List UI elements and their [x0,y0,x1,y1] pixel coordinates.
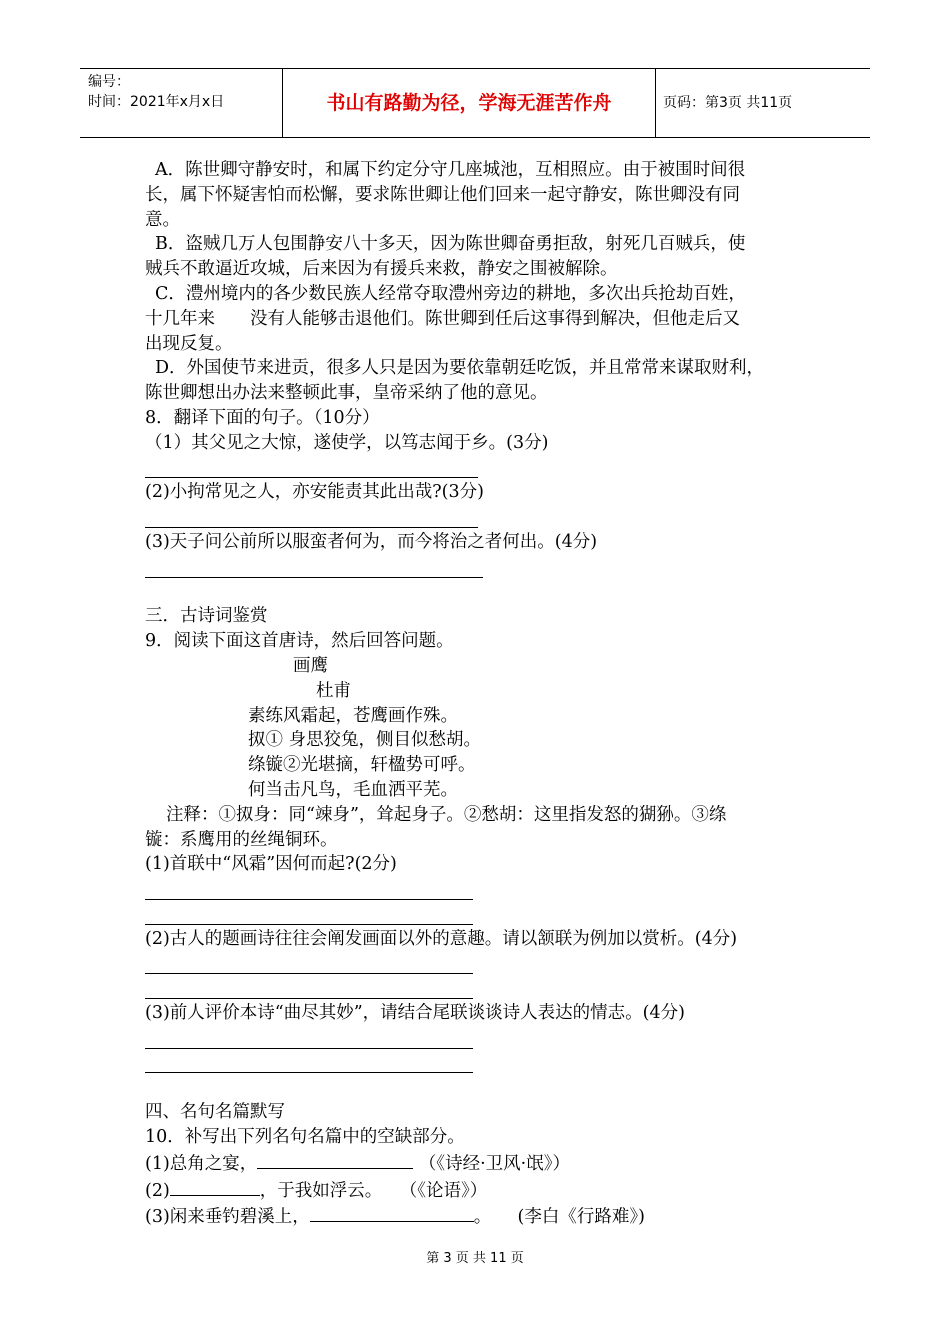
q8-sentence-2: (2)小拘常见之人，亦安能责其此出哉?(3分) [145,482,484,503]
answer-line[interactable] [145,456,825,481]
fill-blank[interactable] [257,1150,413,1169]
option-d-line: 陈世卿想出办法来整顿此事，皇帝采纳了他的意见。 [145,383,548,404]
option-a-line: A．陈世卿守静安时，和属下约定分守几座城池，互相照应。由于被围时间很 [155,160,746,180]
fill-item-1 [145,1150,825,1177]
q10-title: 10．补写出下列名句名篇中的空缺部分。 [145,1127,465,1148]
date-label: 时间：2021年x月x日 [88,94,225,110]
page-label: 页码：第3页 共11页 [663,95,793,111]
option-b-line: B．盗贼几万人包围静安八十多天，因为陈世卿奋勇拒敌，射死几百贼兵，使 [155,234,746,255]
option-a-line: 长，属下怀疑害怕而松懈，要求陈世卿让他们回来一起守静安，陈世卿没有同 [145,184,740,205]
fill-item-2 [145,1177,825,1204]
fill-item-2-prefix: (2) [145,1180,170,1201]
option-c-line: 出现反复。 [145,333,233,354]
motto: 书山有路勤为径，学海无涯苦作舟 [326,92,612,114]
page-footer: 第 3 页 共 11 页 [426,1251,524,1266]
poem-title: 画鹰 [293,655,328,676]
document-body [145,158,825,1230]
fill-item-1-prefix: (1)总角之宴， [145,1153,258,1174]
option-c-line: C．澧州境内的各少数民族人经常夺取澧州旁边的耕地，多次出兵抢劫百姓， [155,283,746,304]
q9-sub-3: (3)前人评价本诗“曲尽其妙”，请结合尾联谈谈诗人表达的情志。(4分) [145,1003,685,1024]
header-center-cell [282,69,656,137]
option-a-line: 意。 [145,209,180,230]
q9-sub-1: (1)首联中“风霜”因何而起?(2分) [145,854,397,875]
poem-author: 杜甫 [316,680,351,701]
header-right-cell [655,69,870,137]
poem-line: 㧐① 身思狡兔，侧目似愁胡。 [248,730,482,751]
section3-title: 三．古诗词鉴赏 [145,606,268,627]
q9-sub-2: (2)古人的题画诗往往会阐发画面以外的意趣。请以颔联为例加以赏析。(4分) [145,928,738,949]
poem-line: 何当击凡鸟，毛血洒平芜。 [248,779,458,800]
answer-line[interactable] [145,952,825,977]
fill-item-3-source: 。 (李白《行路难》) [473,1207,645,1228]
fill-item-3-prefix: (3)闲来垂钓碧溪上， [145,1207,310,1228]
poem-line: 素练风霜起，苍鹰画作殊。 [248,705,458,726]
poem-note: 镟：系鹰用的丝绳铜环。 [145,829,338,850]
header-table [80,68,870,138]
answer-line[interactable] [145,1026,825,1051]
fill-item-3 [145,1203,825,1230]
answer-line[interactable] [145,877,825,902]
option-b-line: 贼兵不敢逼近攻城，后来因为有援兵来救，静安之围被解除。 [145,259,618,280]
fill-blank[interactable] [170,1177,260,1196]
poem-note: 注释：①㧐身：同“竦身”，耸起身子。②愁胡：这里指发怒的猢狲。③绦 [166,804,727,825]
option-d-line: D．外国使节来进贡，很多人只是因为要依靠朝廷吃饭，并且常常来谋取财利， [155,358,765,379]
answer-line[interactable] [145,1051,825,1076]
poem-line: 绦镟②光堪摘，轩楹势可呼。 [248,755,476,776]
section4-title: 四、名句名篇默写 [145,1102,285,1123]
q9-title: 9．阅读下面这首唐诗，然后回答问题。 [145,631,454,652]
answer-line[interactable] [145,555,825,580]
option-c-line: 十几年来 没有人能够击退他们。陈世卿到任后这事得到解决，但他走后又 [145,308,740,329]
q8-title: 8．翻译下面的句子。（10分） [145,407,380,428]
fill-blank[interactable] [310,1203,474,1222]
answer-line[interactable] [145,902,825,927]
q8-sentence-1: （1）其父见之大惊，遂使学，以笃志闻于乡。(3分) [145,432,549,453]
fill-item-1-source: （《诗经·卫风·氓》） [418,1153,570,1174]
answer-line[interactable] [145,976,825,1001]
answer-line[interactable] [145,505,825,530]
q8-sentence-3: (3)天子问公前所以服蛮者何为，而今将治之者何出。(4分) [145,531,598,552]
code-label: 编号： [88,74,130,90]
header-left-cell [80,69,282,137]
fill-item-2-source: ，于我如浮云。 （《论语》） [259,1180,488,1201]
